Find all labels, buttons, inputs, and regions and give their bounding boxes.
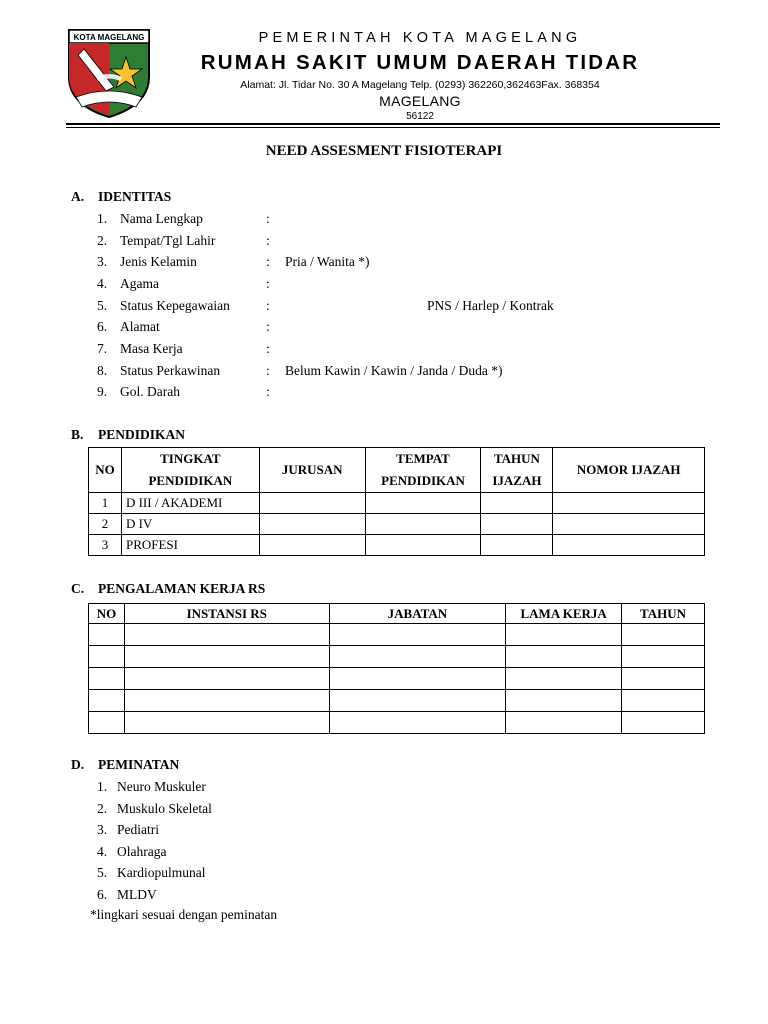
- row-number: 4.: [97, 276, 108, 291]
- item-label: Neuro Muskuler: [117, 779, 206, 794]
- hospital-city: MAGELANG: [379, 93, 461, 109]
- item-number: 3.: [97, 822, 108, 837]
- section-letter: C.: [71, 581, 85, 596]
- section-letter: A.: [71, 189, 85, 204]
- field-label: Gol. Darah: [120, 384, 180, 399]
- hospital-name: RUMAH SAKIT UMUM DAERAH TIDAR: [200, 51, 640, 74]
- item-number: 4.: [97, 844, 108, 859]
- table-cell[interactable]: [329, 624, 506, 646]
- header-rule-thin: [66, 127, 720, 128]
- interest-note: *lingkari sesuai dengan peminatan: [90, 907, 278, 922]
- row-number: 2.: [97, 233, 108, 248]
- cert-number-cell[interactable]: [553, 535, 705, 556]
- work-header-row: [89, 604, 705, 624]
- header-line: PENDIDIKAN: [381, 473, 465, 488]
- table-cell[interactable]: [506, 690, 622, 712]
- education-level: PROFESI: [121, 535, 259, 556]
- table-cell[interactable]: [506, 624, 622, 646]
- field-label: Tempat/Tgl Lahir: [120, 233, 216, 248]
- table-cell[interactable]: [89, 668, 125, 690]
- col-header-year: [481, 448, 553, 493]
- table-cell[interactable]: [124, 690, 329, 712]
- header-line: PENDIDIKAN: [148, 473, 233, 488]
- table-cell[interactable]: [622, 624, 705, 646]
- item-label: Olahraga: [117, 844, 167, 859]
- field-colon: :: [266, 319, 270, 334]
- field-colon: :: [266, 276, 270, 291]
- place-cell[interactable]: [365, 493, 481, 514]
- place-cell[interactable]: [365, 535, 481, 556]
- table-row: [89, 668, 705, 690]
- field-label: Status Perkawinan: [120, 363, 221, 378]
- year-cell[interactable]: [481, 493, 553, 514]
- table-cell[interactable]: [622, 646, 705, 668]
- field-colon: :: [266, 211, 270, 226]
- row-number: 8.: [97, 363, 108, 378]
- field-label: Masa Kerja: [120, 341, 183, 356]
- major-cell[interactable]: [259, 514, 365, 535]
- col-header-no: NO: [89, 604, 125, 624]
- header-line: TEMPAT: [396, 451, 450, 466]
- table-cell[interactable]: [124, 624, 329, 646]
- table-cell[interactable]: [622, 712, 705, 734]
- table-cell[interactable]: [89, 712, 125, 734]
- section-b-heading: [71, 427, 185, 443]
- item-number: 6.: [97, 887, 108, 902]
- work-experience-table: [88, 603, 705, 734]
- col-header-place: [365, 448, 481, 493]
- col-header-no: NO: [89, 448, 122, 493]
- row-number: 9.: [97, 384, 108, 399]
- item-label: Pediatri: [117, 822, 159, 837]
- table-cell[interactable]: [506, 712, 622, 734]
- marital-options[interactable]: Belum Kawin / Kawin / Janda / Duda *): [285, 363, 503, 378]
- field-colon: :: [266, 233, 270, 248]
- document-title: NEED ASSESMENT FISIOTERAPI: [265, 143, 503, 159]
- row-number: 6.: [97, 319, 108, 334]
- col-header-duration: LAMA KERJA: [506, 604, 622, 624]
- table-row: [89, 624, 705, 646]
- table-cell[interactable]: [329, 646, 506, 668]
- table-row: [89, 646, 705, 668]
- col-header-major: JURUSAN: [259, 448, 365, 493]
- row-number: 1.: [97, 211, 108, 226]
- year-cell[interactable]: [481, 514, 553, 535]
- education-header-row: [89, 448, 705, 493]
- field-colon: :: [266, 384, 270, 399]
- education-level: D III / AKADEMI: [121, 493, 259, 514]
- table-cell[interactable]: [89, 646, 125, 668]
- section-title: PENGALAMAN KERJA RS: [98, 581, 266, 596]
- field-colon: :: [266, 341, 270, 356]
- field-label: Jenis Kelamin: [120, 254, 197, 269]
- field-colon: :: [266, 298, 270, 313]
- row-number: 2: [89, 514, 122, 535]
- item-label: MLDV: [117, 887, 157, 902]
- row-number: 5.: [97, 298, 108, 313]
- item-label: Muskulo Skeletal: [117, 801, 212, 816]
- field-label: Alamat: [120, 319, 160, 334]
- government-name: PEMERINTAH KOTA MAGELANG: [258, 30, 582, 46]
- table-row: [89, 535, 705, 556]
- section-a-heading: [71, 189, 171, 205]
- table-row: [89, 690, 705, 712]
- header-line: IJAZAH: [492, 473, 542, 488]
- col-header-position: JABATAN: [329, 604, 506, 624]
- col-header-level: [121, 448, 259, 493]
- year-cell[interactable]: [481, 535, 553, 556]
- table-cell[interactable]: [124, 646, 329, 668]
- col-header-year: TAHUN: [622, 604, 705, 624]
- field-label: Status Kepegawaian: [120, 298, 230, 313]
- logo-text: KOTA MAGELANG: [73, 33, 145, 42]
- field-colon: :: [266, 254, 270, 269]
- row-number: 1: [89, 493, 122, 514]
- section-title: PENDIDIKAN: [98, 427, 186, 442]
- table-cell[interactable]: [89, 690, 125, 712]
- field-label: Agama: [120, 276, 159, 291]
- major-cell[interactable]: [259, 493, 365, 514]
- item-number: 1.: [97, 779, 108, 794]
- table-cell[interactable]: [124, 712, 329, 734]
- table-row: [89, 514, 705, 535]
- table-cell[interactable]: [622, 690, 705, 712]
- item-number: 5.: [97, 865, 108, 880]
- section-c-heading: [71, 581, 265, 597]
- row-number: 3.: [97, 254, 108, 269]
- item-label: Kardiopulmunal: [117, 865, 206, 880]
- major-cell[interactable]: [259, 535, 365, 556]
- table-cell[interactable]: [124, 668, 329, 690]
- city-emblem-logo: [66, 27, 152, 119]
- hospital-address: Alamat: Jl. Tidar No. 30 A Magelang Telp. (0293) 362260,362463Fax. 368354: [240, 79, 600, 91]
- col-header-hospital: INSTANSI RS: [124, 604, 329, 624]
- postal-code: 56122: [406, 111, 434, 122]
- table-cell[interactable]: [329, 712, 506, 734]
- header-rule-thick: [66, 123, 720, 125]
- section-letter: B.: [71, 427, 84, 442]
- table-cell[interactable]: [506, 668, 622, 690]
- row-number: 3: [89, 535, 122, 556]
- header-line: TINGKAT: [160, 451, 221, 466]
- gender-options[interactable]: Pria / Wanita *): [285, 254, 370, 269]
- section-title: PEMINATAN: [98, 757, 180, 772]
- table-cell[interactable]: [506, 646, 622, 668]
- table-cell[interactable]: [329, 690, 506, 712]
- col-header-cert-number: NOMOR IJAZAH: [553, 448, 705, 493]
- education-table: [88, 447, 705, 556]
- section-title: IDENTITAS: [98, 189, 172, 204]
- field-colon: :: [266, 363, 270, 378]
- section-d-heading: [71, 757, 179, 773]
- field-label: Nama Lengkap: [120, 211, 203, 226]
- education-level: D IV: [121, 514, 259, 535]
- place-cell[interactable]: [365, 514, 481, 535]
- section-letter: D.: [71, 757, 85, 772]
- table-row: [89, 493, 705, 514]
- row-number: 7.: [97, 341, 108, 356]
- table-row: [89, 712, 705, 734]
- table-cell[interactable]: [329, 668, 506, 690]
- header-line: TAHUN: [493, 451, 540, 466]
- item-number: 2.: [97, 801, 108, 816]
- cert-number-cell[interactable]: [553, 514, 705, 535]
- cert-number-cell[interactable]: [553, 493, 705, 514]
- table-cell[interactable]: [89, 624, 125, 646]
- table-cell[interactable]: [622, 668, 705, 690]
- employment-options[interactable]: PNS / Harlep / Kontrak: [427, 298, 554, 313]
